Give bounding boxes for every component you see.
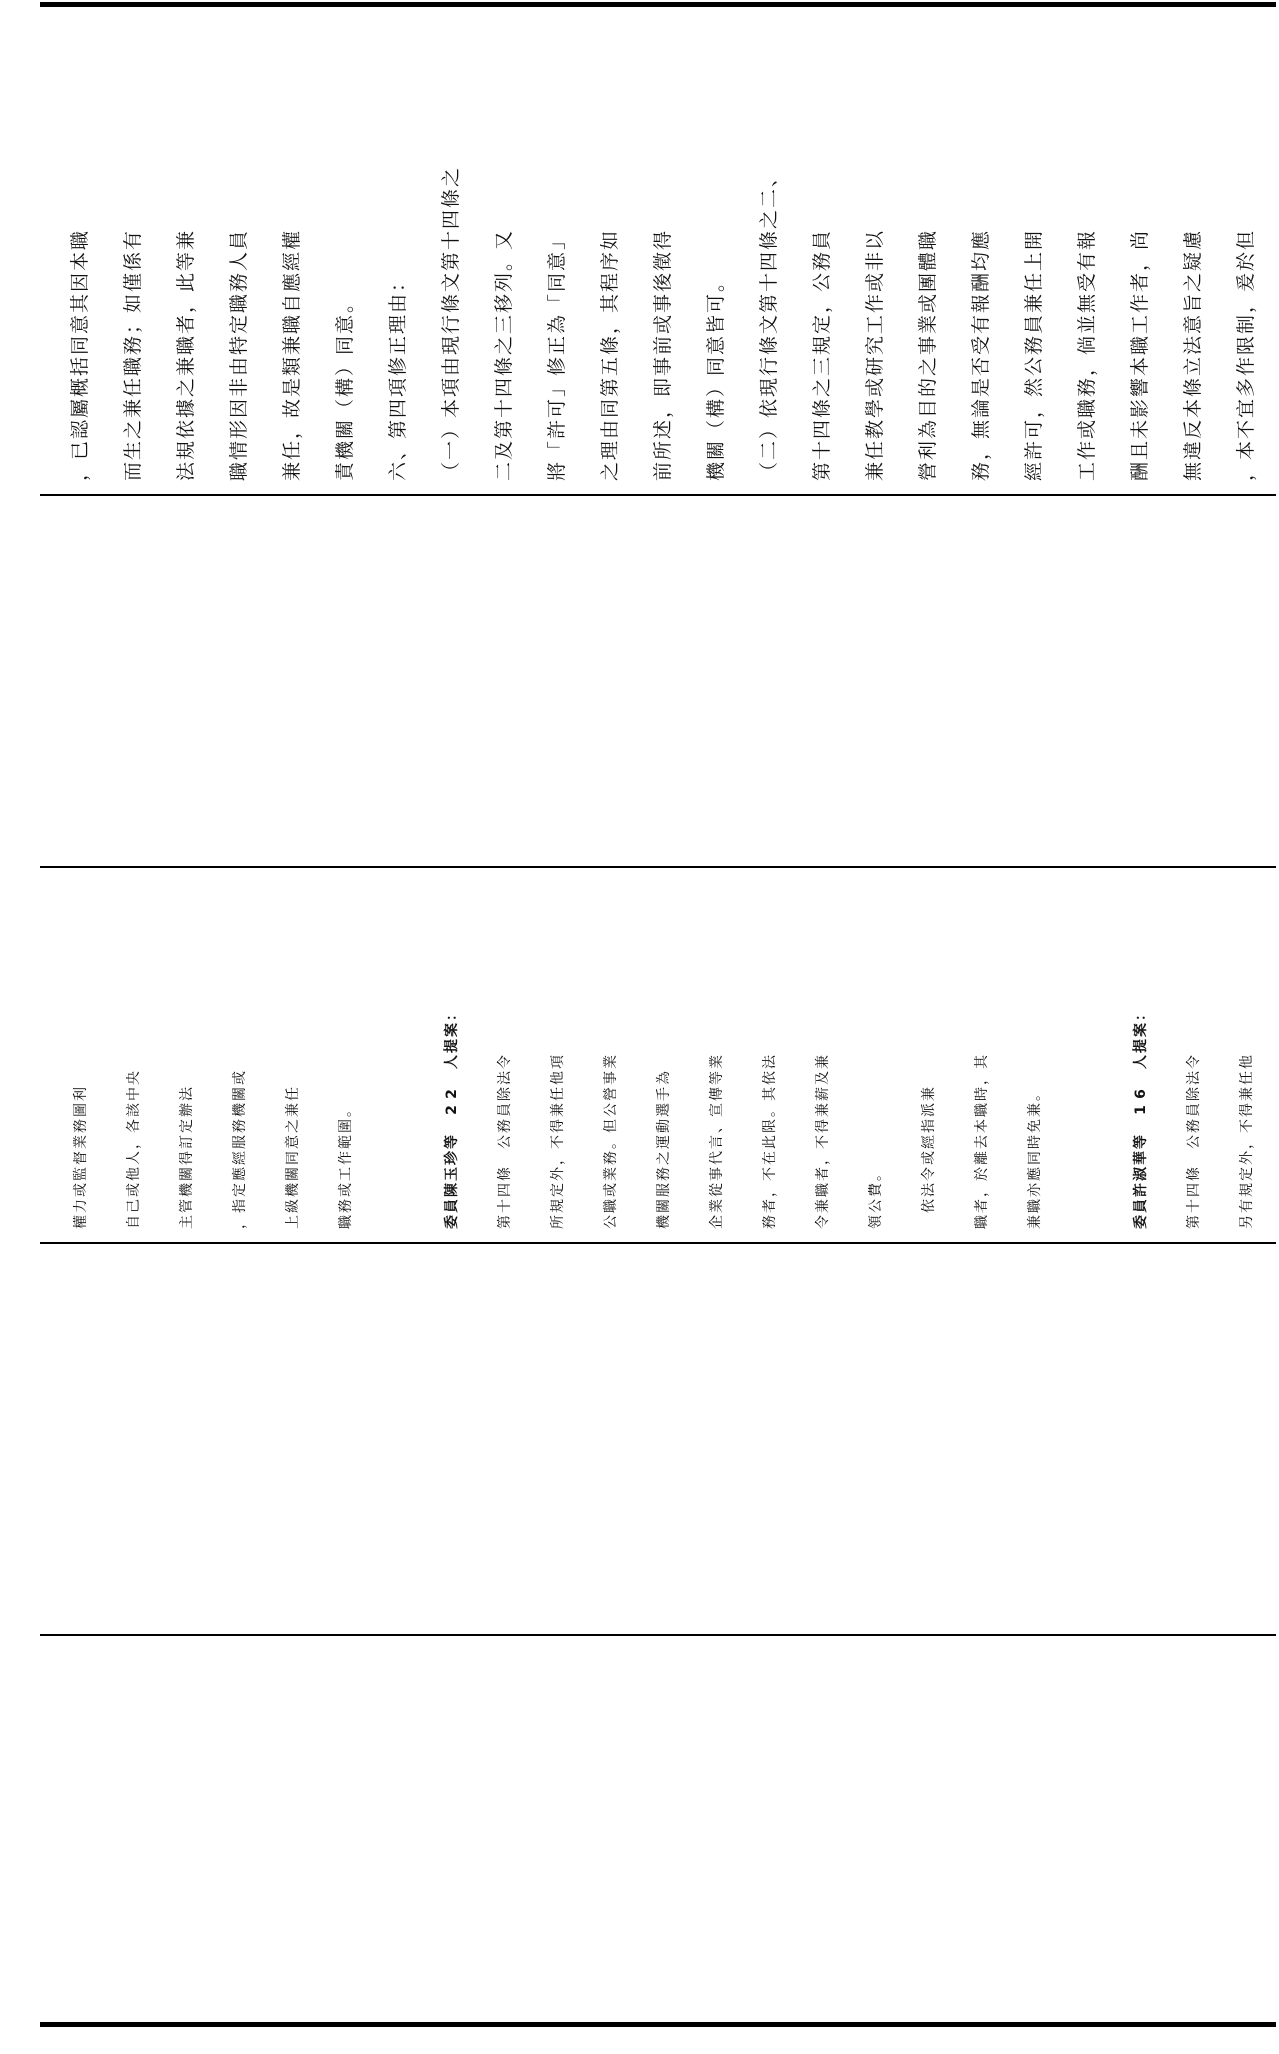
- text-line: 領 公 費 。: [867, 1167, 884, 1229]
- text-line: 而 生 之 兼 任 職 務 ； 如 僅 係 有: [121, 230, 144, 482]
- text-line: 前 所 述 ， 即 事 前 或 事 後 徵 得: [651, 230, 674, 482]
- text-line: 務 ， 無 論 是 否 受 有 報 酬 均 應: [969, 230, 992, 482]
- text-line: 經 許 可 ， 然 公 務 員 兼 任 上 開: [1022, 230, 1045, 482]
- text-line: 主 管 機 關 得 訂 定 辦 法: [178, 1087, 195, 1229]
- text-line: 委 員 許 淑 華 等 1 6 人 提 案 ：: [1132, 1007, 1149, 1229]
- text-line: （ 一 ） 本 項 由 現 行 條 文 第 十 四 條 之: [439, 167, 462, 482]
- text-line: 職 情 形 因 非 由 特 定 職 務 人 員: [227, 230, 250, 482]
- text-line: 二 及 第 十 四 條 之 三 移 列 。 又: [492, 230, 515, 482]
- text-line: ， 已 認 屬 概 括 同 意 其 因 本 職: [68, 230, 91, 482]
- text-line: 委 員 陳 玉 珍 等 2 2 人 提 案 ：: [443, 1007, 460, 1229]
- text-line: 公 職 或 業 務 。 但 公 營 事 業: [602, 1055, 619, 1229]
- text-line: 機 關 服 務 之 運 動 選 手 為: [655, 1071, 672, 1229]
- text-line: ， 指 定 應 經 服 務 機 關 或: [231, 1071, 248, 1229]
- text-line: 第 十 四 條 公 務 員 除 法 令: [496, 1055, 513, 1229]
- text-line: 無 違 反 本 條 立 法 意 旨 之 疑 慮: [1181, 230, 1204, 482]
- text-line: 另 有 規 定 外 ， 不 得 兼 任 他: [1238, 1055, 1255, 1229]
- text-line: 六 、 第 四 項 修 正 理 由 ：: [386, 272, 409, 482]
- text-line: 企 業 從 事 代 言 、 宣 傳 等 業: [708, 1055, 725, 1229]
- explanation-block: [46, 14, 1276, 488]
- text-line: 所 規 定 外 ， 不 得 兼 任 他 項: [549, 1055, 566, 1229]
- divider-3: [40, 1242, 1276, 1244]
- text-line: 職 務 或 工 作 範 圍 。: [337, 1103, 354, 1229]
- text-line: 之 理 由 同 第 五 條 ， 其 程 序 如: [598, 230, 621, 482]
- text-line: 兼 職 亦 應 同 時 免 兼 。: [1026, 1087, 1043, 1229]
- text-line: 工 作 或 職 務 ， 倘 並 無 受 有 報: [1075, 230, 1098, 482]
- text-line: 兼 任 ， 故 是 類 兼 職 自 應 經 權: [280, 230, 303, 482]
- divider-2: [40, 866, 1276, 868]
- text-line: （ 二 ） 依 現 行 條 文 第 十 四 條 之 二 、: [757, 167, 780, 482]
- text-line: 將 「 許 可 」 修 正 為 「 同 意 」: [545, 230, 568, 482]
- text-line: 法 規 依 據 之 兼 職 者 ， 此 等 兼: [174, 230, 197, 482]
- text-line: 營 利 為 目 的 之 事 業 或 團 體 職: [916, 230, 939, 482]
- text-line: 依 法 令 或 經 指 派 兼: [920, 1087, 937, 1213]
- text-line: 權 力 或 監 督 業 務 圖 利: [72, 1087, 89, 1229]
- text-line: ， 本 不 宜 多 作 限 制 ， 爰 於 但: [1234, 230, 1257, 482]
- text-line: 職 者 ， 於 離 去 本 職 時 ， 其: [973, 1055, 990, 1229]
- text-line: 第 十 四 條 之 三 規 定 ， 公 務 員: [810, 230, 833, 482]
- top-border: [40, 2, 1276, 7]
- text-line: 上 級 機 關 同 意 之 兼 任: [284, 1087, 301, 1229]
- text-line: 責 機 關 （ 構 ） 同 意 。: [333, 293, 356, 482]
- divider-4: [40, 1634, 1276, 1636]
- text-line: 機 關 （ 構 ） 同 意 皆 可 。: [704, 272, 727, 482]
- text-line: 自 己 或 他 人 ， 各 該 中 央: [125, 1071, 142, 1229]
- divider-1: [40, 494, 1276, 496]
- text-line: 兼 任 教 學 或 研 究 工 作 或 非 以: [863, 230, 886, 482]
- text-line: 第 十 四 條 公 務 員 除 法 令: [1185, 1055, 1202, 1229]
- text-line: 務 者 ， 不 在 此 限 。 其 依 法: [761, 1055, 778, 1229]
- bottom-border: [40, 2022, 1276, 2027]
- proposal-block: [46, 876, 1276, 1236]
- text-line: 令 兼 職 者 ， 不 得 兼 薪 及 兼: [814, 1055, 831, 1229]
- text-line: 酬 且 未 影 響 本 職 工 作 者 ， 尚: [1128, 230, 1151, 482]
